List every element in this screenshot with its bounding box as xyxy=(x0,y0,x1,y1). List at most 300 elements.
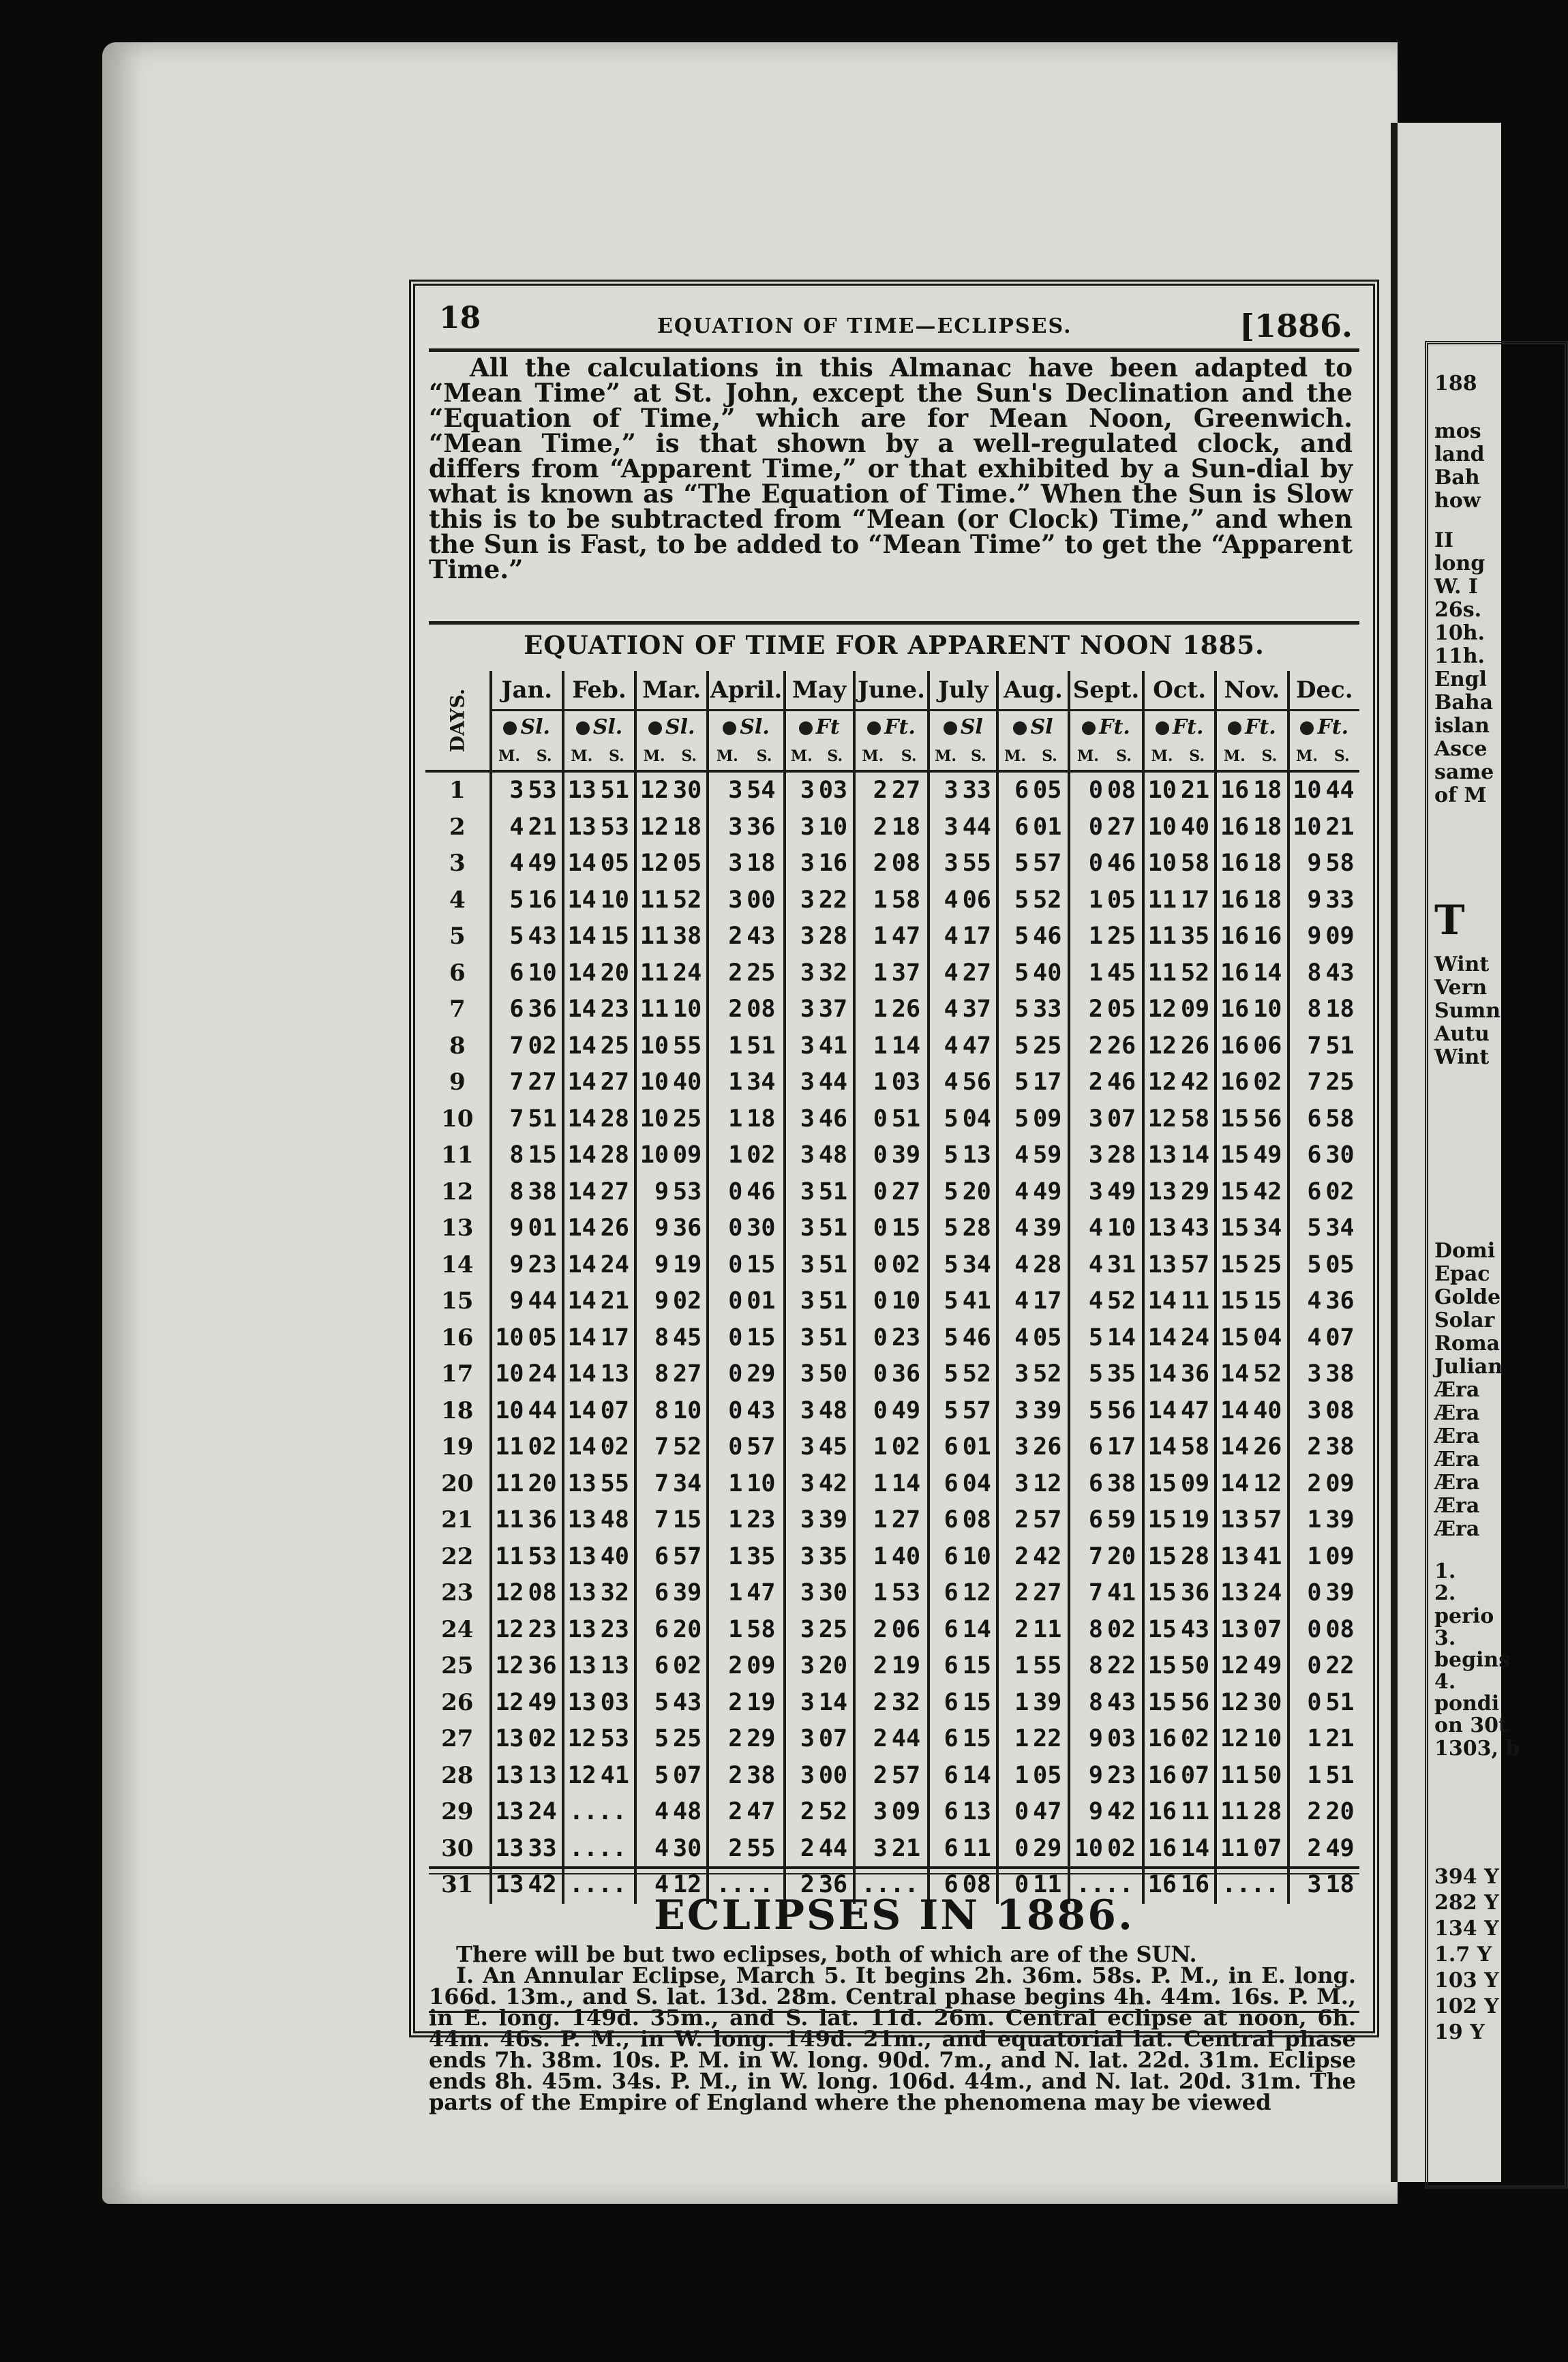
seconds-cell: 44 xyxy=(818,1068,848,1096)
minutes-cell: 14 xyxy=(1216,1393,1252,1430)
seconds-cell: 25 xyxy=(673,1725,702,1752)
seconds-cell: 10 xyxy=(962,1542,991,1570)
minutes-cell: 13 xyxy=(491,1758,527,1795)
minutes-cell: 9 xyxy=(635,1283,672,1320)
eclipses-title: ECLIPSES IN 1886. xyxy=(654,1892,1134,1939)
seconds-cell: 10 xyxy=(528,959,557,987)
seconds-cell: 41 xyxy=(1106,1579,1136,1606)
minutes-cell: 6 xyxy=(929,1575,961,1612)
unit-seconds: S. xyxy=(1252,743,1288,771)
seconds-cell: 45 xyxy=(818,1433,848,1461)
minutes-cell: 10 xyxy=(635,1137,672,1174)
minutes-cell: 14 xyxy=(563,1028,599,1065)
bottom-rule xyxy=(429,2011,1359,2013)
seconds-cell: 32 xyxy=(818,959,848,987)
seconds-cell: 16 xyxy=(1253,923,1282,950)
minutes-cell: 13 xyxy=(1143,1247,1179,1284)
day-number: 24 xyxy=(441,1615,474,1643)
minutes-cell: 0 xyxy=(854,1356,890,1393)
seconds-cell: 42 xyxy=(818,1469,848,1497)
minutes-cell: 5 xyxy=(997,882,1031,919)
minutes-cell: 8 xyxy=(1069,1612,1106,1649)
seconds-cell: 27 xyxy=(891,777,921,804)
minutes-cell: 3 xyxy=(997,1466,1031,1503)
minutes-cell: 11 xyxy=(635,991,672,1028)
seconds-cell: 02 xyxy=(1180,1725,1210,1752)
minutes-cell: 6 xyxy=(1288,1174,1325,1211)
adjacent-page-fragment: Asce xyxy=(1434,737,1488,761)
table-row xyxy=(425,1685,1359,1722)
seconds-cell: 09 xyxy=(1325,923,1355,950)
minutes-cell: 3 xyxy=(785,918,817,955)
seconds-cell: 14 xyxy=(962,1615,991,1643)
minutes-cell: 3 xyxy=(785,1575,817,1612)
minutes-cell: 2 xyxy=(785,1831,817,1868)
day-number: 20 xyxy=(441,1469,474,1497)
minutes-cell: 1 xyxy=(708,1466,745,1503)
seconds-cell: 53 xyxy=(528,1542,557,1570)
seconds-cell: 25 xyxy=(818,1615,848,1643)
seconds-cell: 15 xyxy=(962,1688,991,1716)
seconds-cell: 37 xyxy=(962,996,991,1023)
minutes-cell: 0 xyxy=(1069,809,1106,846)
seconds-cell: 11 xyxy=(962,1834,991,1862)
seconds-cell: 39 xyxy=(891,1141,921,1169)
minutes-cell: 1 xyxy=(708,1101,745,1138)
seconds-cell: 07 xyxy=(1253,1615,1282,1643)
minutes-cell: 3 xyxy=(785,1685,817,1722)
seconds-cell: 57 xyxy=(1033,850,1062,877)
month-header: July xyxy=(929,671,997,711)
minutes-cell: 1 xyxy=(1288,1758,1325,1795)
minutes-cell: .... xyxy=(563,1867,635,1904)
minutes-cell: 9 xyxy=(491,1247,527,1284)
minutes-cell: 2 xyxy=(785,1867,817,1904)
minutes-cell: 16 xyxy=(1216,846,1252,882)
minutes-cell: 2 xyxy=(785,1794,817,1831)
seconds-cell: 53 xyxy=(600,813,629,841)
day-number: 9 xyxy=(449,1068,466,1096)
seconds-cell: 43 xyxy=(1325,959,1355,987)
seconds-cell: 28 xyxy=(1106,1141,1136,1169)
seconds-cell: 09 xyxy=(1325,1542,1355,1570)
minutes-cell: 1 xyxy=(997,1758,1031,1795)
seconds-cell: 40 xyxy=(1180,813,1210,841)
minutes-cell: 5 xyxy=(997,991,1031,1028)
unit-minutes: M. xyxy=(563,743,599,771)
seconds-cell: 57 xyxy=(673,1542,702,1570)
minutes-cell: 9 xyxy=(1069,1794,1106,1831)
seconds-cell: 08 xyxy=(1106,777,1136,804)
minutes-cell: 0 xyxy=(854,1210,890,1247)
minutes-cell: 1 xyxy=(708,1502,745,1539)
minutes-cell: 3 xyxy=(785,1429,817,1466)
intro-paragraph xyxy=(429,355,1353,582)
seconds-cell: 23 xyxy=(1106,1761,1136,1789)
seconds-cell: 28 xyxy=(600,1141,629,1169)
direction-label: Ft. xyxy=(1099,715,1130,739)
minutes-cell: 11 xyxy=(491,1539,527,1576)
minutes-cell: 4 xyxy=(929,1028,961,1065)
seconds-cell: 21 xyxy=(1325,1725,1355,1752)
minutes-cell: 4 xyxy=(997,1174,1031,1211)
minutes-cell: 14 xyxy=(1143,1393,1179,1430)
seconds-cell: 09 xyxy=(891,1798,921,1825)
direction-label: Sl. xyxy=(592,715,623,739)
day-number: 10 xyxy=(441,1105,474,1133)
minutes-cell: 1 xyxy=(708,1064,745,1101)
minutes-cell: 14 xyxy=(563,1137,599,1174)
minutes-cell: 0 xyxy=(708,1210,745,1247)
seconds-cell: 19 xyxy=(747,1688,776,1716)
adjacent-page-fragment: 26s. xyxy=(1434,598,1482,622)
adjacent-page-fragment: on 30t xyxy=(1434,1714,1508,1737)
sun-icon xyxy=(503,721,517,735)
minutes-cell: 0 xyxy=(708,1283,745,1320)
minutes-cell: 4 xyxy=(929,955,961,992)
minutes-cell: 0 xyxy=(997,1831,1031,1868)
table-row xyxy=(425,1758,1359,1795)
seconds-cell: 49 xyxy=(528,850,557,877)
minutes-cell: 13 xyxy=(491,1721,527,1758)
minutes-cell: 13 xyxy=(563,771,599,809)
minutes-cell: 7 xyxy=(1288,1064,1325,1101)
unit-minutes: M. xyxy=(1288,743,1325,771)
seconds-cell: 49 xyxy=(1253,1141,1282,1169)
intro-rule xyxy=(429,621,1359,625)
month-header: Jan. xyxy=(491,671,563,711)
adjacent-page-fragment: 2. xyxy=(1434,1581,1456,1605)
seconds-cell: 21 xyxy=(891,1834,921,1862)
seconds-cell: 35 xyxy=(1180,923,1210,950)
minutes-cell: 3 xyxy=(785,1612,817,1649)
adjacent-page-fragment: T xyxy=(1434,897,1465,944)
minutes-cell: 13 xyxy=(563,1685,599,1722)
minutes-cell: 2 xyxy=(854,1685,890,1722)
minutes-cell: 2 xyxy=(1069,1064,1106,1101)
seconds-cell: 17 xyxy=(1106,1433,1136,1461)
minutes-cell: 2 xyxy=(997,1502,1031,1539)
direction-label: Ft. xyxy=(1317,715,1349,739)
adjacent-page-fragment: Engl xyxy=(1434,668,1488,691)
adjacent-page-fragment: same xyxy=(1434,760,1494,784)
minutes-cell: 5 xyxy=(929,1356,961,1393)
seconds-cell: 58 xyxy=(1180,1105,1210,1133)
sun-icon xyxy=(648,721,662,735)
minutes-cell: 4 xyxy=(929,882,961,919)
minutes-cell: 9 xyxy=(491,1210,527,1247)
seconds-cell: 02 xyxy=(673,1652,702,1679)
minutes-cell: 9 xyxy=(1069,1721,1106,1758)
adjacent-page-fragment: Æra xyxy=(1434,1471,1480,1495)
seconds-cell: 10 xyxy=(673,1396,702,1424)
minutes-cell: 13 xyxy=(563,1648,599,1685)
minutes-cell: 16 xyxy=(1216,991,1252,1028)
seconds-cell: 23 xyxy=(600,996,629,1023)
minutes-cell: 1 xyxy=(997,1648,1031,1685)
adjacent-page-fragment: Domi xyxy=(1434,1239,1496,1263)
seconds-cell: 46 xyxy=(1033,923,1062,950)
equation-table-title: EQUATION OF TIME FOR APPARENT NOON 1885. xyxy=(524,630,1265,660)
adjacent-page-fragment: pondi xyxy=(1434,1692,1500,1716)
seconds-cell: 23 xyxy=(600,1615,629,1643)
minutes-cell: 3 xyxy=(785,1210,817,1247)
sun-icon xyxy=(1228,721,1241,735)
seconds-cell: 08 xyxy=(962,1871,991,1898)
minutes-cell: 2 xyxy=(1288,1794,1325,1831)
table-bottom-rule xyxy=(429,1866,1359,1869)
minutes-cell: 3 xyxy=(785,1648,817,1685)
seconds-cell: 14 xyxy=(1180,1141,1210,1169)
minutes-cell: 4 xyxy=(929,918,961,955)
sun-direction xyxy=(708,711,784,743)
seconds-cell: 33 xyxy=(1325,886,1355,914)
minutes-cell: 3 xyxy=(1288,1356,1325,1393)
minutes-cell: 1 xyxy=(1288,1502,1325,1539)
page-number: 18 xyxy=(439,301,481,335)
direction-label: Ft. xyxy=(884,715,916,739)
minutes-cell: 3 xyxy=(785,1356,817,1393)
minutes-cell: 7 xyxy=(635,1466,672,1503)
minutes-cell: 14 xyxy=(1216,1466,1252,1503)
seconds-cell: 33 xyxy=(962,777,991,804)
minutes-cell: 0 xyxy=(708,1393,745,1430)
seconds-cell: 22 xyxy=(1325,1652,1355,1679)
adjacent-page-fragment: Æra xyxy=(1434,1378,1480,1402)
month-header: Dec. xyxy=(1288,671,1359,711)
minutes-cell: 15 xyxy=(1216,1283,1252,1320)
seconds-cell: 45 xyxy=(1106,959,1136,987)
adjacent-page-fragment: Wint xyxy=(1434,1045,1490,1069)
adjacent-page-fragment: 1303, b xyxy=(1434,1737,1520,1761)
minutes-cell: 0 xyxy=(1288,1648,1325,1685)
minutes-cell: 10 xyxy=(491,1320,527,1357)
seconds-cell: 47 xyxy=(962,1032,991,1060)
minutes-cell: 1 xyxy=(854,1539,890,1576)
unit-minutes: M. xyxy=(929,743,961,771)
minutes-cell: 6 xyxy=(929,1758,961,1795)
minutes-cell: 0 xyxy=(854,1320,890,1357)
day-number: 8 xyxy=(449,1032,466,1060)
adjacent-page-fragment: of M xyxy=(1434,783,1487,807)
minutes-cell: 14 xyxy=(563,1429,599,1466)
unit-minutes: M. xyxy=(491,743,527,771)
minutes-cell: 3 xyxy=(785,846,817,882)
adjacent-page-fragment: long xyxy=(1434,552,1486,575)
seconds-cell: 02 xyxy=(600,1433,629,1461)
minutes-cell: 13 xyxy=(1216,1575,1252,1612)
minutes-cell: 11 xyxy=(1216,1794,1252,1831)
seconds-cell: 53 xyxy=(891,1579,921,1606)
seconds-cell: 15 xyxy=(747,1251,776,1279)
direction-label: Sl xyxy=(1030,715,1053,739)
seconds-cell: 20 xyxy=(818,1652,848,1679)
minutes-cell: 13 xyxy=(1143,1210,1179,1247)
seconds-cell: 56 xyxy=(1180,1688,1210,1716)
table-row xyxy=(425,1137,1359,1174)
seconds-cell: 24 xyxy=(1253,1579,1282,1606)
seconds-cell: 08 xyxy=(1325,1396,1355,1424)
minutes-cell: 10 xyxy=(1143,809,1179,846)
seconds-cell: 52 xyxy=(1253,1360,1282,1388)
sun-icon xyxy=(867,721,881,735)
minutes-cell: 5 xyxy=(997,918,1031,955)
seconds-cell: 53 xyxy=(528,777,557,804)
seconds-cell: 23 xyxy=(528,1251,557,1279)
seconds-cell: 28 xyxy=(1033,1251,1062,1279)
adjacent-page-fragment: Baha xyxy=(1434,691,1494,715)
seconds-cell: 42 xyxy=(528,1871,557,1898)
minutes-cell: 13 xyxy=(563,1502,599,1539)
minutes-cell: 2 xyxy=(854,1612,890,1649)
minutes-cell: 0 xyxy=(997,1867,1031,1904)
minutes-cell: 15 xyxy=(1216,1320,1252,1357)
seconds-cell: 05 xyxy=(528,1324,557,1351)
minutes-cell: 5 xyxy=(491,918,527,955)
minutes-cell: 10 xyxy=(491,1393,527,1430)
seconds-cell: 38 xyxy=(747,1761,776,1789)
table-row xyxy=(425,955,1359,992)
minutes-cell: 0 xyxy=(708,1356,745,1393)
seconds-cell: 02 xyxy=(1106,1615,1136,1643)
seconds-cell: 55 xyxy=(673,1032,702,1060)
table-row xyxy=(425,809,1359,846)
seconds-cell: 14 xyxy=(962,1761,991,1789)
minutes-cell: 3 xyxy=(785,1101,817,1138)
minutes-cell: 5 xyxy=(997,1028,1031,1065)
minutes-cell: 12 xyxy=(491,1612,527,1649)
seconds-cell: 29 xyxy=(1033,1834,1062,1862)
minutes-cell: 5 xyxy=(1069,1393,1106,1430)
table-row xyxy=(425,1539,1359,1576)
minutes-cell: 0 xyxy=(708,1320,745,1357)
minutes-cell: 1 xyxy=(708,1137,745,1174)
adjacent-page-fragment: Æra xyxy=(1434,1517,1480,1541)
unit-minutes: M. xyxy=(635,743,672,771)
adjacent-page-fragment: 134 Y xyxy=(1434,1917,1499,1941)
seconds-cell: 10 xyxy=(1106,1214,1136,1242)
minutes-cell: 0 xyxy=(708,1174,745,1211)
seconds-cell: 09 xyxy=(1180,996,1210,1023)
minutes-cell: 16 xyxy=(1143,1758,1179,1795)
day-number: 22 xyxy=(441,1542,474,1570)
seconds-cell: 01 xyxy=(962,1433,991,1461)
sun-direction xyxy=(929,711,997,743)
minutes-cell: 3 xyxy=(785,955,817,992)
minutes-cell: 5 xyxy=(635,1758,672,1795)
month-header: May xyxy=(785,671,854,711)
seconds-cell: 44 xyxy=(818,1834,848,1862)
seconds-cell: 18 xyxy=(673,813,702,841)
seconds-cell: 58 xyxy=(747,1615,776,1643)
seconds-cell: 35 xyxy=(747,1542,776,1570)
seconds-cell: 06 xyxy=(962,886,991,914)
adjacent-page-fragment: 282 Y xyxy=(1434,1891,1499,1915)
minutes-cell: 1 xyxy=(854,1575,890,1612)
seconds-cell: 09 xyxy=(1325,1469,1355,1497)
minutes-cell: 14 xyxy=(563,1356,599,1393)
seconds-cell: 04 xyxy=(962,1105,991,1133)
seconds-cell: 44 xyxy=(1325,777,1355,804)
seconds-cell: 23 xyxy=(891,1324,921,1351)
seconds-cell: 53 xyxy=(673,1178,702,1206)
table-row xyxy=(425,1575,1359,1612)
seconds-cell: 49 xyxy=(1106,1178,1136,1206)
minutes-cell: 1 xyxy=(854,991,890,1028)
minutes-cell: 1 xyxy=(854,955,890,992)
intro-text: All the calculations in this Almanac have been adapted to “Mean Time” at St. John, except the Sun's Declination and the “Equation of Time,” which are for Mean Noon, Greenwich. “Mean Time,” is that shown by a well-regulated clock, and differs from “Apparent Time,” or that exhibited by a Sun-dial by what is known as “The Equation of Time.” When the Sun is Slow this is to be subtracted from “Mean (or Clock) Time,” and when the Sun is Fast, to be added to “Mean Time” to get the “Apparent Time.” xyxy=(429,353,1353,584)
seconds-cell: 34 xyxy=(1325,1214,1355,1242)
seconds-cell: 15 xyxy=(673,1506,702,1534)
seconds-cell: 56 xyxy=(962,1068,991,1096)
eclipse-item-1: I. An Annular Eclipse, March 5. It begins 2h. 36m. 58s. P. M., in E. long. 166d. 13m., and S. lat. 13d. 28m. Central phase begins 4h. 44m. 16s. P. M., in E. long. 149d. 35m., and S. lat. 11d. 26m. Central eclipse at noon, 6h. 44m. 46s. P. M., in W. long. 149d. 21m., and equatorial lat. Central phase ends 7h. 38m. 10s. P. M. in W. long. 90d. 7m., and N. lat. 22d. 31m. Eclipse ends 8h. 45m. 34s. P. M., in W. long. 106d. 44m., and N. lat. 20d. 31m. The parts of the Empire of England where the phenomena may be viewed xyxy=(429,1962,1356,2115)
seconds-cell: 02 xyxy=(1253,1068,1282,1096)
minutes-cell: 10 xyxy=(1069,1831,1106,1868)
minutes-cell: 3 xyxy=(785,1539,817,1576)
minutes-cell: 13 xyxy=(491,1794,527,1831)
seconds-cell: 49 xyxy=(1033,1178,1062,1206)
seconds-cell: 51 xyxy=(818,1251,848,1279)
minutes-cell: 1 xyxy=(854,1028,890,1065)
day-number: 2 xyxy=(449,813,466,841)
minutes-cell: 4 xyxy=(929,1064,961,1101)
seconds-cell: 42 xyxy=(1106,1798,1136,1825)
minutes-cell: 1 xyxy=(1069,918,1106,955)
seconds-cell: 38 xyxy=(1325,1360,1355,1388)
seconds-cell: 46 xyxy=(962,1324,991,1351)
days-column-header: DAYS. xyxy=(425,671,491,771)
minutes-cell: 15 xyxy=(1143,1539,1179,1576)
minutes-cell: 3 xyxy=(708,846,745,882)
minutes-cell: 0 xyxy=(1069,771,1106,809)
day-number: 1 xyxy=(449,777,466,804)
seconds-cell: 41 xyxy=(600,1761,629,1789)
seconds-cell: 12 xyxy=(1253,1469,1282,1497)
minutes-cell: 7 xyxy=(1288,1028,1325,1065)
minutes-cell: 3 xyxy=(929,771,961,809)
seconds-cell: 51 xyxy=(818,1324,848,1351)
direction-label: Sl. xyxy=(520,715,550,739)
seconds-cell: 55 xyxy=(600,1469,629,1497)
seconds-cell: 11 xyxy=(1033,1615,1062,1643)
minutes-cell: 12 xyxy=(1143,1101,1179,1138)
minutes-cell: 14 xyxy=(563,882,599,919)
minutes-cell: 12 xyxy=(635,846,672,882)
seconds-cell: 42 xyxy=(1253,1178,1282,1206)
seconds-cell: 10 xyxy=(747,1469,776,1497)
seconds-cell: 04 xyxy=(1253,1324,1282,1351)
minutes-cell: 3 xyxy=(854,1831,890,1868)
seconds-cell: 01 xyxy=(528,1214,557,1242)
seconds-cell: 03 xyxy=(600,1688,629,1716)
minutes-cell: 14 xyxy=(1143,1429,1179,1466)
minutes-cell: 11 xyxy=(491,1429,527,1466)
table-row xyxy=(425,1466,1359,1503)
seconds-cell: 30 xyxy=(1253,1688,1282,1716)
seconds-cell: 20 xyxy=(528,1469,557,1497)
day-number: 30 xyxy=(441,1834,474,1862)
day-number: 3 xyxy=(449,850,466,877)
minutes-cell: 14 xyxy=(563,1064,599,1101)
minutes-cell: 3 xyxy=(785,1502,817,1539)
seconds-cell: 52 xyxy=(962,1360,991,1388)
seconds-cell: 20 xyxy=(962,1178,991,1206)
seconds-cell: 35 xyxy=(818,1542,848,1570)
seconds-cell: 19 xyxy=(673,1251,702,1279)
seconds-cell: 07 xyxy=(1180,1761,1210,1789)
seconds-cell: 08 xyxy=(528,1579,557,1606)
seconds-cell: 47 xyxy=(891,923,921,950)
